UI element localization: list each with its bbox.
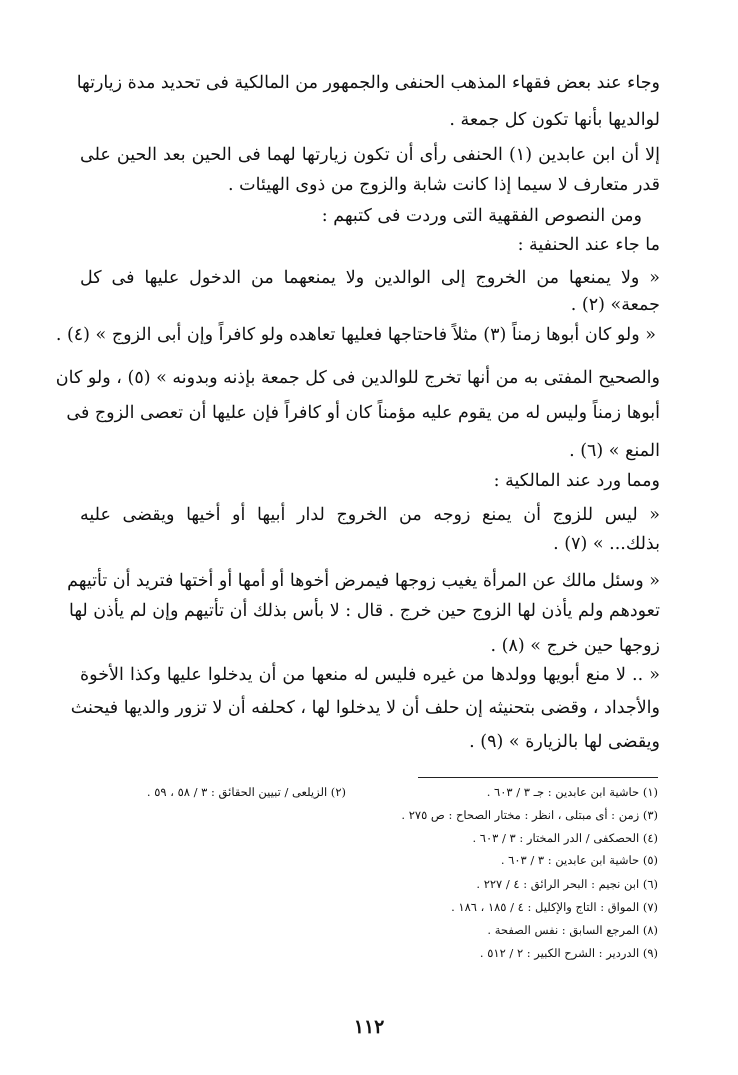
body-line: المنع » (٦) . (569, 441, 660, 461)
quote-line: جمعة» (٢) . (570, 295, 660, 315)
quote-line: « ولا يمنعها من الخروج إلى الوالدين ولا يمنعهما من الدخول عليها فى كل (80, 268, 660, 288)
footnote: (٥) حاشية ابن عابدين : ٣ / ٦٠٣ . (500, 853, 658, 867)
section-heading: ومما ورد عند المالكية : (493, 471, 660, 491)
footnote: (٧) المواق : التاج والإكليل : ٤ / ١٨٥ ، ١٨٦ . (451, 900, 658, 914)
footnote-divider (418, 777, 658, 778)
body-line: أبوها زمناً وليس له من يقوم عليه مؤمناً كان أو كافراً فإن عليها أن تعصى الزوج فى (66, 403, 660, 423)
body-line: ومن النصوص الفقهية التى وردت فى كتبهم : (321, 206, 642, 226)
quote-line: والأجداد ، وقضى بتحنيثه إن حلف أن لا يدخلوا لها ، كحلفه أن لا تزور والديها فيحنث (70, 698, 660, 718)
quote-line: « ليس للزوج أن يمنع زوجه من الخروج لدار أبيها أو أخيها ويقضى عليه (80, 505, 660, 525)
quote-line: تعودهم ولم يأذن لها الزوج حين خرج . قال : لا بأس بذلك أن تأتيهم وإن لم يأذن لها (68, 601, 660, 621)
body-line: والصحيح المفتى به من أنها تخرج للوالدين فى كل جمعة بإذنه وبدونه » (٥) ، ولو كان (55, 368, 660, 388)
page-number: ١١٢ (353, 1016, 385, 1038)
quote-line: « ولو كان أبوها زمناً (٣) مثلاً فاحتاجها فعليها تعاهده ولو كافراً وإن أبى الزوج » (٤) . (55, 325, 656, 345)
section-heading: ما جاء عند الحنفية : (517, 235, 660, 255)
body-line: قدر متعارف لا سيما إذا كانت شابة والزوج من ذوى الهيئات . (228, 175, 660, 195)
quote-line: زوجها حين خرج » (٨) . (490, 636, 660, 656)
quote-line: بذلك... » (٧) . (553, 534, 660, 554)
body-line: إلا أن ابن عابدين (١) الحنفى رأى أن تكون زيارتها لهما فى الحين بعد الحين على (80, 145, 660, 165)
footnote: (٨) المرجع السابق : نفس الصفحة . (487, 923, 658, 937)
footnote: (٦) ابن نجيم : البحر الرائق : ٤ / ٢٢٧ . (476, 877, 658, 891)
footnote: (١) حاشية ابن عابدين : جـ ٣ / ٦٠٣ . (486, 785, 658, 799)
body-line: لوالديها بأنها تكون كل جمعة . (449, 110, 660, 130)
quote-line: « وسئل مالك عن المرأة يغيب زوجها فيمرض أخوها أو أمها أو أختها فتريد أن تأتيهم (67, 571, 660, 591)
footnote: (٤) الحصكفى / الدر المختار : ٣ / ٦٠٣ . (472, 831, 658, 845)
quote-line: ويقضى لها بالزيارة » (٩) . (469, 732, 660, 752)
footnote: (٩) الدردير : الشرح الكبير : ٢ / ٥١٢ . (479, 946, 658, 960)
quote-line: « .. لا منع أبويها وولدها من غيره فليس له منعها من أن يدخلوا عليها وكذا الأخوة (80, 665, 660, 685)
footnote: (٣) زمن : أى مبتلى ، انظر : مختار الصحاح : ص ٢٧٥ . (401, 808, 658, 822)
footnote: (٢) الزيلعى / تبيين الحقائق : ٣ / ٥٨ ، ٥٩ . (146, 785, 346, 799)
body-line: وجاء عند بعض فقهاء المذهب الحنفى والجمهور من المالكية فى تحديد مدة زيارتها (76, 73, 660, 93)
